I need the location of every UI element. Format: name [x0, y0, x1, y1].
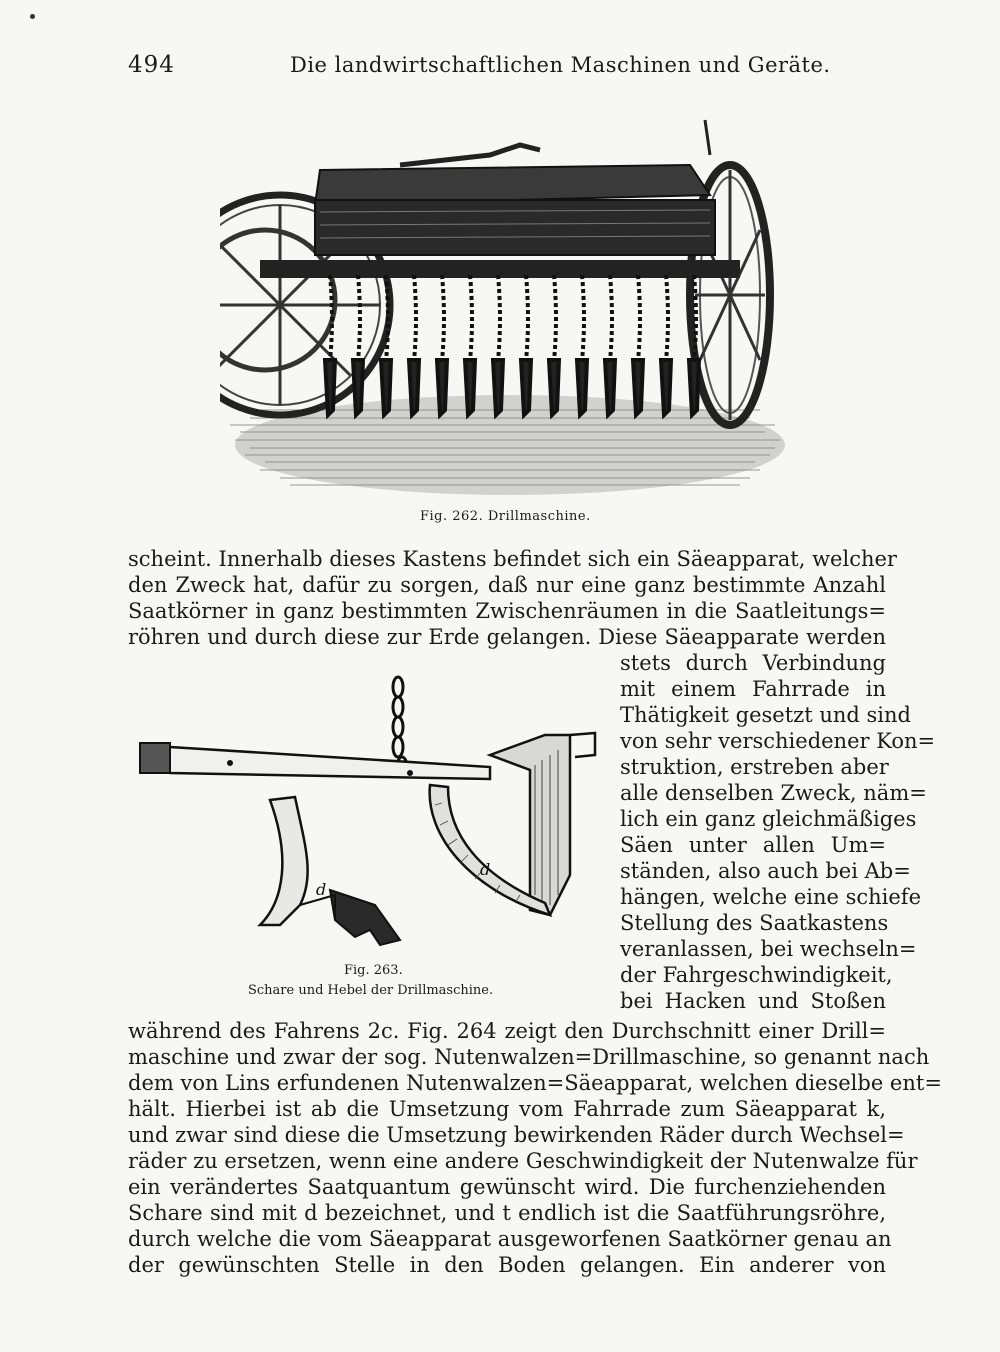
body-line-side: der Fahrgeschwindigkeit,: [620, 963, 893, 987]
seed-tube: [358, 275, 360, 360]
figure-coulter-lever: [130, 675, 610, 960]
body-line-side: alle denselben Zweck, näm=: [620, 781, 927, 805]
body-line: dem von Lins erfundenen Nutenwalzen=Säeapparat, welchen dieselbe ent=: [128, 1071, 942, 1095]
figure2-caption-number: Fig. 263.: [344, 963, 403, 978]
figure1-caption: Fig. 262. Drillmaschine.: [420, 509, 591, 524]
page-speck: [30, 14, 35, 19]
seed-tube: [554, 275, 556, 360]
body-line-side: stets durch Verbindung: [620, 651, 886, 675]
coulter-share: [549, 360, 559, 415]
body-line-side: ständen, also auch bei Ab=: [620, 859, 911, 883]
coulter-share: [409, 360, 419, 415]
seed-tube: [694, 275, 696, 360]
body-line: röhren und durch diese zur Erde gelangen. Diese Säeapparate werden: [128, 625, 886, 649]
coulter-share: [633, 360, 643, 415]
figure-drill-machine: [220, 110, 790, 500]
seed-tube: [470, 275, 472, 360]
coulter-share: [325, 360, 335, 415]
page-number: 494: [128, 52, 175, 78]
body-line-side: Thätigkeit gesetzt und sind: [620, 703, 911, 727]
body-line: der gewünschten Stelle in den Boden gelangen. Ein anderer von: [128, 1253, 886, 1277]
coulter-share: [493, 360, 503, 415]
body-line: scheint. Innerhalb dieses Kastens befindet sich ein Säeapparat, welcher: [128, 547, 897, 571]
coulter-share: [521, 360, 531, 415]
coulter-share: [353, 360, 363, 415]
seed-tube: [582, 275, 584, 360]
seed-tube: [442, 275, 444, 360]
label-d-left: d: [316, 880, 327, 899]
body-line: Schare sind mit d bezeichnet, und t endlich ist die Saatführungsröhre,: [128, 1201, 886, 1225]
figure2-caption-text: Schare und Hebel der Drillmaschine.: [248, 983, 494, 998]
seed-tube: [638, 275, 640, 360]
coulter-share: [577, 360, 587, 415]
body-line: hält. Hierbei ist ab die Umsetzung vom Fahrrade zum Säeapparat k,: [128, 1097, 886, 1121]
seed-tube: [666, 275, 668, 360]
body-line: Saatkörner in ganz bestimmten Zwischenräumen in die Saatleitungs=: [128, 599, 886, 623]
body-line-side: lich ein ganz gleichmäßiges: [620, 807, 917, 831]
running-head: Die landwirtschaftlichen Maschinen und Geräte.: [290, 53, 831, 77]
label-d-right: d: [480, 860, 491, 879]
body-line-side: Säen unter allen Um=: [620, 833, 886, 857]
seed-tube: [414, 275, 416, 360]
body-line-side: von sehr verschiedener Kon=: [620, 729, 936, 753]
body-line: und zwar sind diese die Umsetzung bewirkenden Räder durch Wechsel=: [128, 1123, 905, 1147]
body-line: ein verändertes Saatquantum gewünscht wird. Die furchenziehenden: [128, 1175, 886, 1199]
body-line-side: mit einem Fahrrade in: [620, 677, 886, 701]
seed-tube: [610, 275, 612, 360]
seed-tube: [526, 275, 528, 360]
coulter-share: [465, 360, 475, 415]
coulter-share: [381, 360, 391, 415]
body-line-side: veranlassen, bei wechseln=: [620, 937, 917, 961]
coulter-share: [661, 360, 671, 415]
coulter-share: [605, 360, 615, 415]
body-line-side: struktion, erstreben aber: [620, 755, 889, 779]
body-line: maschine und zwar der sog. Nutenwalzen=Drillmaschine, so genannt nach: [128, 1045, 930, 1069]
body-line: durch welche die vom Säeapparat ausgeworfenen Saatkörner genau an: [128, 1227, 892, 1251]
body-line-side: Stellung des Saatkastens: [620, 911, 889, 935]
body-line-side: bei Hacken und Stoßen: [620, 989, 886, 1013]
seed-tube: [498, 275, 500, 360]
body-line: während des Fahrens 2c. Fig. 264 zeigt den Durchschnitt einer Drill=: [128, 1019, 886, 1043]
body-line: räder zu ersetzen, wenn eine andere Geschwindigkeit der Nutenwalze für: [128, 1149, 918, 1173]
body-line-side: hängen, welche eine schiefe: [620, 885, 922, 909]
coulter-share: [437, 360, 447, 415]
coulter-share: [689, 360, 699, 415]
body-line: den Zweck hat, dafür zu sorgen, daß nur eine ganz bestimmte Anzahl: [128, 573, 886, 597]
